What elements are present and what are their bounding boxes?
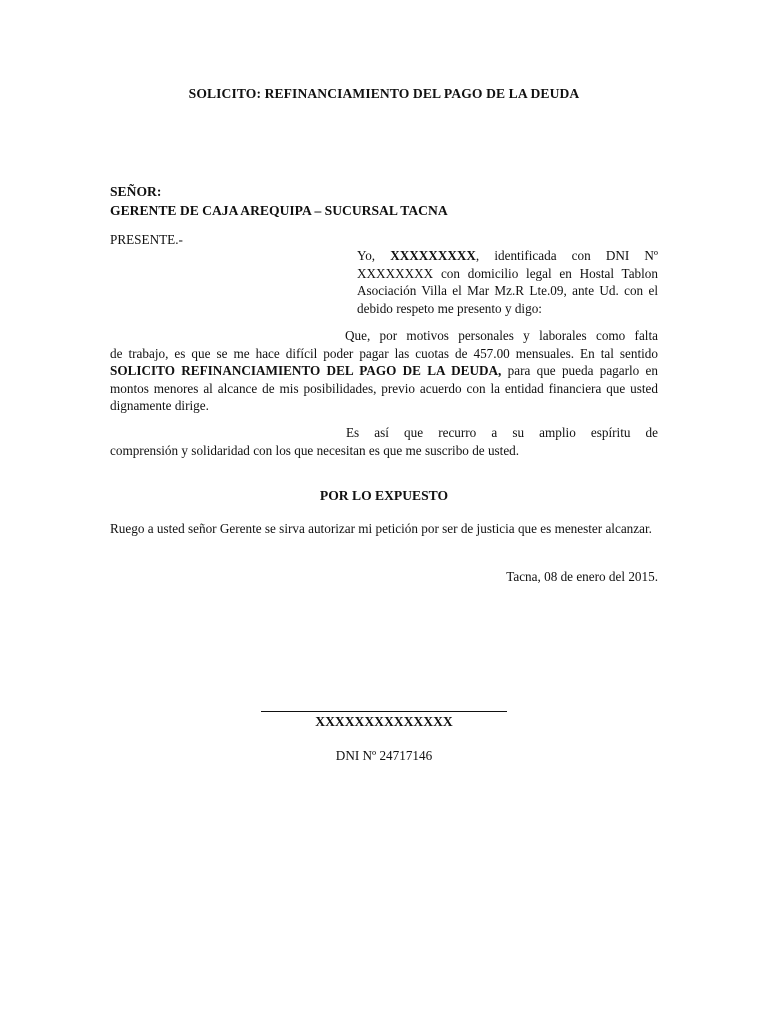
salutation: SEÑOR: xyxy=(110,184,162,199)
signature-dni: DNI Nº 24717146 xyxy=(335,748,433,763)
paragraph-2-first-line: Es así que recurro a su amplio espíritu de xyxy=(346,425,658,440)
paragraph-1-first-line: Que, por motivos personales y laborales como falta xyxy=(345,328,658,343)
intro-name: XXXXXXXXX xyxy=(390,248,476,263)
intro-rest: , identificada con DNI Nº XXXXXXXX con domicilio legal en Hostal Tablon Asociación Villa el Mar Mz.R Lte.09, ante Ud. con el debido respeto me presento y digo: xyxy=(357,248,658,316)
paragraph-1-body xyxy=(110,345,658,415)
recipient: GERENTE DE CAJA AREQUIPA – SUCURSAL TACNA xyxy=(110,203,448,218)
addressee-block xyxy=(110,182,448,220)
paragraph-1-text-b: para que pueda pagarlo en montos menores al alcance de mis posibilidades, previo acuerdo con la entidad financiera que usted dignamente dirige. xyxy=(110,363,659,413)
presente-label: PRESENTE.- xyxy=(110,232,183,247)
paragraph-2 xyxy=(110,424,658,459)
ruego-paragraph: Ruego a usted señor Gerente se sirva autorizar mi petición por ser de justicia que es menester alcanzar. xyxy=(110,521,652,536)
date-line: Tacna, 08 de enero del 2015. xyxy=(506,569,658,584)
paragraph-1-bold: SOLICITO REFINANCIAMIENTO DEL PAGO DE LA DEUDA, xyxy=(110,363,502,378)
intro-paragraph xyxy=(357,247,658,317)
paragraph-2-rest: comprensión y solidaridad con los que necesitan es que me suscribo de usted. xyxy=(110,442,520,458)
paragraph-1 xyxy=(110,327,658,415)
por-lo-expuesto-heading: POR LO EXPUESTO xyxy=(319,488,449,503)
document-title: SOLICITO: REFINANCIAMIENTO DEL PAGO DE LA DEUDA xyxy=(188,86,580,101)
signature-line xyxy=(261,711,507,712)
paragraph-1-text-a: de trabajo, es que se me hace difícil poder pagar las cuotas de 457.00 mensuales. En tal sentido xyxy=(110,345,658,361)
intro-yo: Yo, xyxy=(357,248,391,263)
signature-name: XXXXXXXXXXXXXX xyxy=(315,714,453,729)
